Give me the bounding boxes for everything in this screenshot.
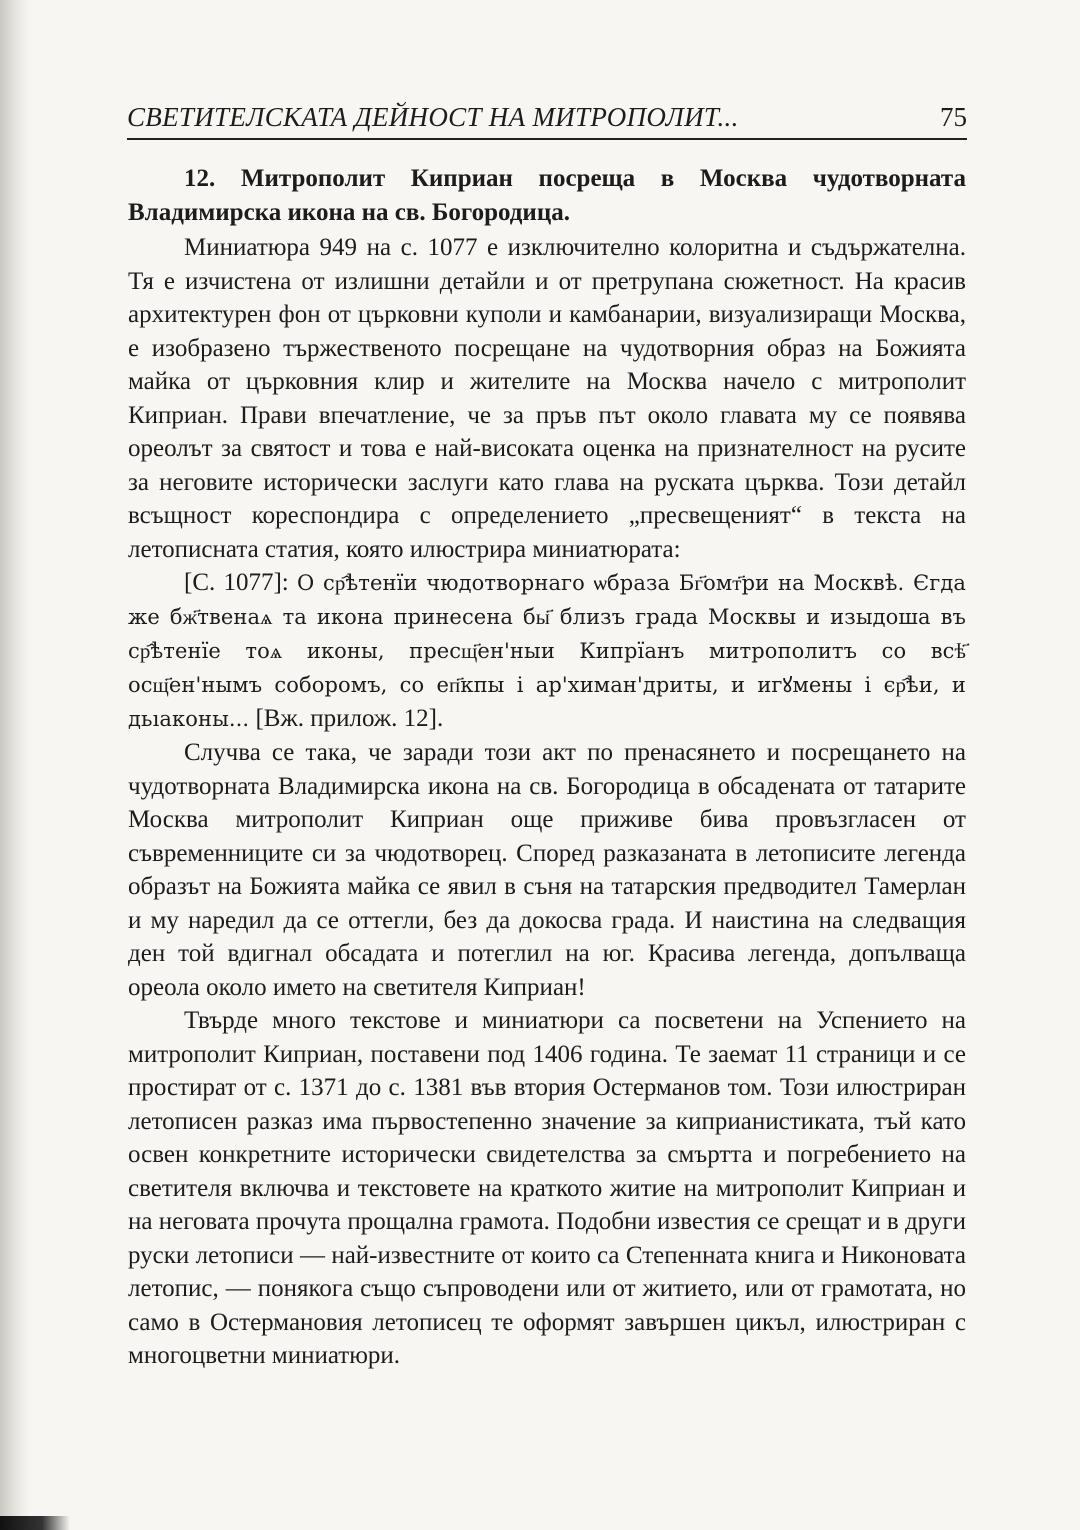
running-title: СВЕТИТЕЛСКАТА ДЕЙНОСТ НА МИТРОПОЛИТ... (127, 102, 739, 132)
header-rule (127, 138, 967, 140)
binding-shadow (0, 0, 30, 1530)
paragraph-3: Твърде много текстове и миниатюри са посветени на Успението на митрополит Киприан, поставени под 1406 година. Те заемат 11 страници и се простират от с. 1371 до с. 1381 във втория Остерманов том. Този илюстриран летописен разказ има първостепенно значение за киприанистиката, тъй като освен конкретните исторически свидетелства за смъртта и погребението на светителя включва и текстовете на краткото житие на митрополит Киприан и на неговата прочута прощална грамота. Подобни известия се срещат и в други руски летописи — най-известните от които са Степенната книга и Никоновата летопис, — понякога също съпроводени или от житието, или от грамотата, но само в Остермановия летописец те оформят завършен цикъл, илюстриран с многоцветни миниатюри. (128, 1007, 966, 1369)
quote-appendix-ref: [Вж. прилож. 12]. (249, 705, 444, 732)
paragraph-1: Миниатюра 949 на с. 1077 е изключително колоритна и съдържателна. Тя е изчистена от излишни детайли и от претрупана сюжетност. На красив архитектурен фон от църковни куполи и камбанарии, визуализиращи Москва, е изобразено тържественото посрещане на чудотворния образ на Божията майка от църковния клир и жителите на Москва начело с митрополит Киприан. Прави впечатление, че за пръв път около главата му се появява ореолът за святост и това е най-високата оценка на признателност на русите за неговите исторически заслуги като глава на руската църква. Този детайл всъщност кореспондира с определението „пресвещеният“ в текста на летописната статия, която илюстрира миниатюрата: (128, 234, 966, 563)
chronicle-quote (128, 566, 966, 736)
scan-edge (0, 1516, 70, 1530)
page-body (128, 162, 966, 1373)
running-head (127, 100, 967, 140)
section-heading: 12. Митрополит Киприан посреща в Москва чудотворната Владимирска икона на св. Богородица. (128, 165, 966, 226)
page-number: 75 (940, 102, 967, 132)
paragraph-2: Случва се така, че заради този акт по пренасянето и посрещането на чудотворната Владимирска икона на св. Богородица в обсадената от татарите Москва митрополит Киприан още приживе бива провъзгласен от съвременниците си за чюдотворец. Според разказаната в летописите легенда образът на Божията майка се явил в съня на татарския предводител Тамерлан и му наредил да се оттегли, без да докосва града. И наистина на следващия ден той вдигнал обсадата и потеглил на юг. Красива легенда, допълваща ореола около името на светителя Киприан! (128, 739, 966, 1001)
quote-reference: [С. 1077]: (184, 569, 297, 596)
quote-slavonic-text: О ср҄ѣтенїи чюдотворнаго ѡбраза Бг҃омт҃ри на Москвѣ. Єгда же бж҃твенаѧ та икона принесена бы҃ близъ града Москвы и изыдоша въ ср҄ѣтенїе тоѧ иконы, пресщ҃ен'ныи Кипрїанъ митрополитъ со всѣ҃ осщ҃ен'нымъ соборомъ, со еп҃кпы і ар'химан'дриты, и игꙋмены і єр҄ѣи, и дьıаконы... (128, 571, 967, 731)
